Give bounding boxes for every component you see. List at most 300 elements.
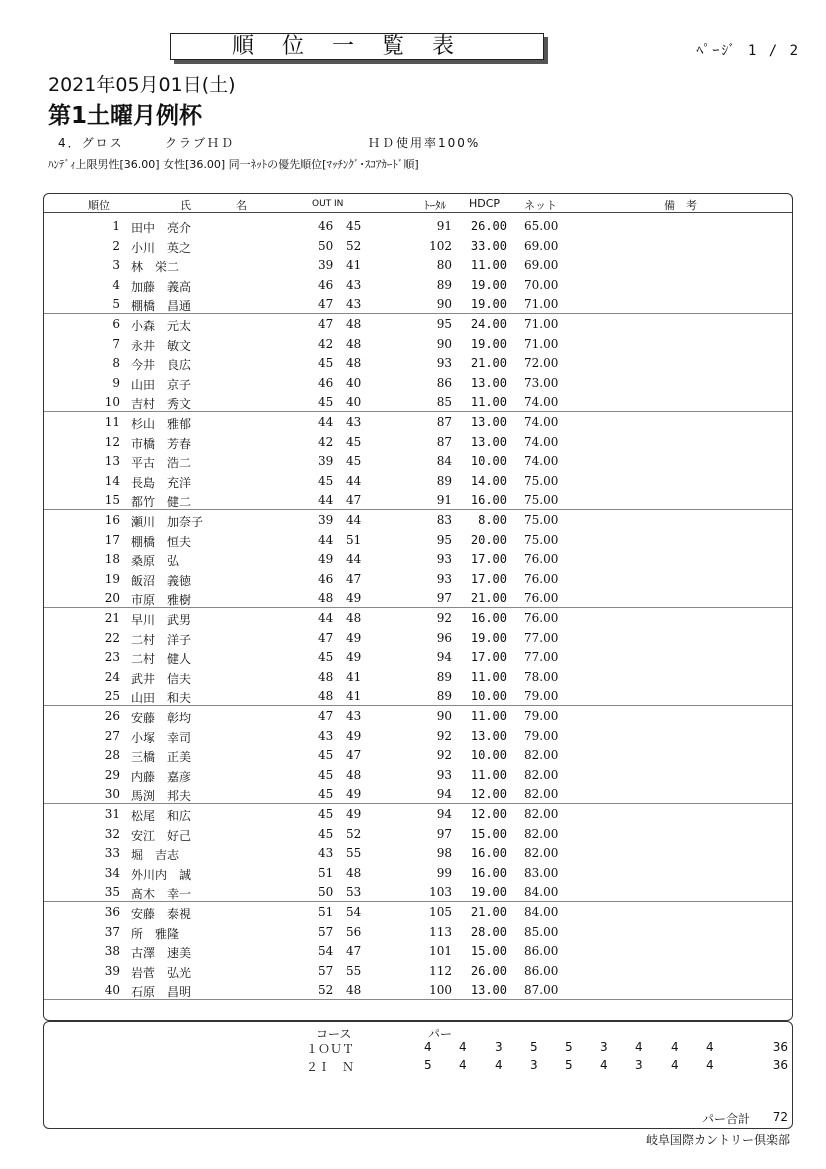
out-par-hole-6: 3 (600, 1040, 608, 1054)
total-cell: 95 (436, 532, 452, 547)
hdcp-cell: 11.00 (470, 669, 507, 684)
hdcp-cell: 20.00 (470, 532, 507, 547)
net-cell: 70.00 (524, 277, 559, 292)
rank-cell: 1 (112, 219, 120, 233)
out-par-total: 36 (772, 1040, 788, 1054)
net-cell: 77.00 (524, 630, 559, 645)
out-score-cell: 50 (318, 238, 334, 253)
out-score-cell: 45 (318, 826, 334, 841)
net-cell: 84.00 (524, 885, 559, 900)
name-cell: 飯沼 義徳 (131, 573, 192, 588)
total-cell: 101 (429, 944, 452, 959)
out-par-hole-9: 4 (706, 1040, 714, 1054)
hdcp-cell: 8.00 (478, 513, 507, 527)
total-cell: 89 (436, 277, 452, 292)
name-cell: 棚橋 恒夫 (131, 534, 192, 549)
in-score-cell: 45 (346, 219, 362, 233)
table-row (44, 353, 792, 373)
in-score-cell: 55 (346, 846, 362, 861)
in-score-cell: 48 (346, 865, 362, 880)
table-row (44, 412, 792, 432)
in-score-cell: 48 (346, 317, 362, 331)
in-par-hole-4: 3 (530, 1058, 538, 1072)
col-hdcp: HDCP (469, 197, 501, 210)
rank-cell: 38 (104, 944, 120, 959)
hdcp-cell: 16.00 (470, 493, 507, 508)
col-name-given: 名 (236, 199, 247, 212)
out-score-cell: 48 (318, 669, 334, 684)
rank-cell: 20 (104, 591, 120, 606)
name-cell: 早川 武男 (131, 613, 192, 627)
name-cell: 瀬川 加奈子 (131, 515, 204, 529)
name-cell: 市原 雅樹 (131, 593, 192, 608)
hdcp-cell: 15.00 (470, 944, 507, 959)
net-cell: 76.00 (524, 611, 559, 625)
rank-cell: 24 (104, 669, 120, 684)
total-cell: 85 (436, 395, 452, 410)
course-par-table (43, 1021, 793, 1129)
event-date: 2021年05月01日(土) (48, 74, 236, 96)
hdcp-cell: 17.00 (470, 650, 507, 665)
out-score-cell: 45 (318, 767, 334, 782)
out-score-cell: 51 (318, 865, 334, 880)
rank-cell: 21 (104, 611, 120, 625)
name-cell: 所 雅隆 (131, 926, 180, 941)
in-score-cell: 47 (346, 493, 362, 508)
total-cell: 94 (436, 807, 452, 821)
in-score-cell: 49 (346, 591, 362, 606)
table-row (44, 765, 792, 785)
net-cell: 79.00 (524, 689, 559, 704)
category-label: 4．グロス (58, 136, 124, 150)
table-row (44, 549, 792, 569)
in-score-cell: 48 (346, 336, 362, 351)
out-score-cell: 47 (318, 709, 334, 723)
total-cell: 92 (436, 728, 452, 743)
net-cell: 71.00 (524, 297, 559, 312)
table-row (44, 373, 792, 393)
table-row (44, 667, 792, 687)
total-cell: 102 (429, 238, 452, 253)
name-cell: 小川 英之 (131, 240, 192, 255)
out-score-cell: 44 (318, 611, 334, 625)
total-cell: 89 (436, 689, 452, 704)
col-notes: 備 考 (664, 199, 697, 212)
out-score-cell: 43 (318, 728, 334, 743)
net-cell: 82.00 (524, 748, 559, 763)
in-score-cell: 41 (346, 669, 362, 684)
total-cell: 89 (436, 669, 452, 684)
total-cell: 94 (436, 787, 452, 802)
net-cell: 77.00 (524, 650, 559, 665)
name-cell: 安藤 彰均 (131, 711, 192, 725)
course-label: コース (316, 1027, 352, 1041)
name-cell: 小塚 幸司 (131, 730, 192, 745)
hdcp-cell: 21.00 (470, 356, 507, 371)
table-row (44, 745, 792, 765)
total-cell: 103 (429, 885, 452, 900)
total-cell: 113 (429, 924, 452, 939)
name-cell: 髙木 幸一 (131, 887, 192, 902)
col-outin: OUT IN (312, 199, 344, 209)
out-par-hole-4: 5 (530, 1040, 538, 1054)
out-score-cell: 50 (318, 885, 334, 900)
rank-cell: 10 (104, 395, 120, 410)
rank-cell: 18 (104, 552, 120, 567)
hdcp-cell: 13.00 (470, 415, 507, 429)
net-cell: 76.00 (524, 571, 559, 586)
out-score-cell: 57 (318, 963, 334, 978)
net-cell: 85.00 (524, 924, 559, 939)
in-par-hole-5: 5 (565, 1058, 573, 1072)
net-cell: 71.00 (524, 336, 559, 351)
table-row (44, 294, 792, 314)
table-row (44, 216, 792, 236)
table-row (44, 530, 792, 550)
name-cell: 吉村 秀文 (131, 397, 192, 412)
in-score-cell: 49 (346, 728, 362, 743)
rank-cell: 27 (104, 728, 120, 743)
ranking-table (43, 193, 793, 1021)
table-row (44, 392, 792, 412)
net-cell: 76.00 (524, 552, 559, 567)
total-cell: 93 (436, 767, 452, 782)
hdcp-cell: 10.00 (470, 454, 507, 469)
out-score-cell: 52 (318, 983, 334, 998)
col-name-family: 氏 (180, 199, 191, 212)
in-score-cell: 44 (346, 473, 362, 488)
hdcp-cell: 26.00 (470, 219, 507, 233)
total-cell: 95 (436, 317, 452, 331)
rank-cell: 36 (104, 905, 120, 919)
out-score-cell: 45 (318, 356, 334, 371)
rank-cell: 17 (104, 532, 120, 547)
hdcp-cell: 21.00 (470, 591, 507, 606)
name-cell: 市橋 芳春 (131, 436, 192, 451)
name-cell: 加藤 義高 (131, 279, 192, 294)
hdcp-cell: 24.00 (470, 317, 507, 331)
rank-cell: 3 (112, 258, 120, 273)
out-score-cell: 57 (318, 924, 334, 939)
hdcp-cell: 13.00 (470, 434, 507, 449)
in-par-hole-1: 5 (424, 1058, 432, 1072)
net-cell: 73.00 (524, 375, 559, 390)
out-par-hole-8: 4 (671, 1040, 679, 1054)
name-cell: 桑原 弘 (131, 554, 180, 569)
name-cell: 三橋 正美 (131, 750, 192, 765)
rank-cell: 7 (112, 336, 120, 351)
net-cell: 79.00 (524, 728, 559, 743)
in-par-hole-6: 4 (600, 1058, 608, 1072)
hdcp-cell: 15.00 (470, 826, 507, 841)
in-score-cell: 52 (346, 238, 362, 253)
rank-cell: 34 (104, 865, 120, 880)
hdcp-cell: 19.00 (470, 336, 507, 351)
table-row (44, 686, 792, 706)
total-cell: 90 (436, 297, 452, 312)
rank-cell: 29 (104, 767, 120, 782)
in-score-cell: 52 (346, 826, 362, 841)
out-score-cell: 45 (318, 650, 334, 665)
name-cell: 松尾 和広 (131, 809, 192, 823)
in-score-cell: 56 (346, 924, 362, 939)
table-row (44, 275, 792, 295)
net-cell: 74.00 (524, 434, 559, 449)
rank-cell: 8 (112, 356, 120, 371)
group-divider (44, 999, 792, 1000)
table-row (44, 824, 792, 844)
net-cell: 75.00 (524, 532, 559, 547)
net-cell: 86.00 (524, 944, 559, 959)
total-cell: 100 (429, 983, 452, 998)
hdcp-cell: 13.00 (470, 375, 507, 390)
name-cell: 外川内 誠 (131, 867, 192, 882)
table-row (44, 334, 792, 354)
par-label: パー (428, 1027, 453, 1041)
out-score-cell: 39 (318, 454, 334, 469)
table-row (44, 471, 792, 491)
total-cell: 93 (436, 571, 452, 586)
rank-cell: 22 (104, 630, 120, 645)
hdcp-cell: 17.00 (470, 552, 507, 567)
rank-cell: 19 (104, 571, 120, 586)
rank-cell: 15 (104, 493, 120, 508)
name-cell: 都竹 健二 (131, 495, 192, 510)
rank-cell: 28 (104, 748, 120, 763)
in-score-cell: 40 (346, 375, 362, 390)
out-score-cell: 43 (318, 846, 334, 861)
hdcp-cell: 13.00 (470, 983, 507, 998)
in-score-cell: 45 (346, 454, 362, 469)
out-score-cell: 44 (318, 493, 334, 508)
name-cell: 山田 和夫 (131, 691, 192, 706)
out-score-cell: 46 (318, 277, 334, 292)
out-score-cell: 54 (318, 944, 334, 959)
hdcp-cell: 19.00 (470, 885, 507, 900)
out-par-hole-1: 4 (424, 1040, 432, 1054)
net-cell: 74.00 (524, 454, 559, 469)
out-par-hole-5: 5 (565, 1040, 573, 1054)
in-score-cell: 49 (346, 630, 362, 645)
name-cell: 内藤 嘉彦 (131, 769, 192, 784)
out-score-cell: 39 (318, 258, 334, 273)
table-row (44, 804, 792, 824)
table-row (44, 490, 792, 510)
name-cell: 杉山 雅郁 (131, 417, 192, 431)
net-cell: 69.00 (524, 258, 559, 273)
in-label: ２Ｉ Ｎ (306, 1060, 355, 1074)
col-total: ﾄｰﾀﾙ (424, 199, 446, 212)
col-net: ネット (524, 199, 557, 212)
total-cell: 91 (436, 219, 452, 233)
total-cell: 99 (436, 865, 452, 880)
out-score-cell: 44 (318, 532, 334, 547)
name-cell: 平古 浩二 (131, 456, 192, 471)
net-cell: 75.00 (524, 473, 559, 488)
net-cell: 79.00 (524, 709, 559, 723)
hdcp-cell: 11.00 (470, 767, 507, 782)
total-cell: 89 (436, 473, 452, 488)
table-row (44, 647, 792, 667)
out-score-cell: 39 (318, 513, 334, 527)
table-row (44, 706, 792, 726)
name-cell: 安江 好己 (131, 828, 192, 843)
table-row (44, 726, 792, 746)
total-cell: 87 (436, 415, 452, 429)
name-cell: 武井 信夫 (131, 671, 192, 686)
in-score-cell: 43 (346, 415, 362, 429)
total-cell: 105 (429, 905, 452, 919)
name-cell: 棚橋 昌通 (131, 299, 192, 314)
total-cell: 91 (436, 493, 452, 508)
table-row (44, 902, 792, 922)
in-score-cell: 43 (346, 709, 362, 723)
out-label: １ＯＵＴ (306, 1042, 355, 1056)
total-cell: 83 (436, 513, 452, 527)
out-score-cell: 47 (318, 317, 334, 331)
hdcp-cell: 10.00 (470, 748, 507, 763)
net-cell: 82.00 (524, 787, 559, 802)
table-row (44, 922, 792, 942)
hdcp-cell: 26.00 (470, 963, 507, 978)
rank-cell: 2 (112, 238, 120, 253)
total-cell: 93 (436, 356, 452, 371)
in-score-cell: 49 (346, 807, 362, 821)
hdcp-cell: 16.00 (470, 611, 507, 625)
in-par-hole-7: 3 (635, 1058, 643, 1072)
hdcp-cell: 11.00 (470, 395, 507, 410)
total-cell: 87 (436, 434, 452, 449)
out-score-cell: 42 (318, 336, 334, 351)
table-row (44, 941, 792, 961)
out-score-cell: 51 (318, 905, 334, 919)
table-row (44, 628, 792, 648)
table-row (44, 451, 792, 471)
hdcp-cell: 10.00 (470, 689, 507, 704)
in-par-hole-3: 4 (495, 1058, 503, 1072)
hdcp-cell: 33.00 (470, 238, 507, 253)
total-cell: 98 (436, 846, 452, 861)
total-cell: 112 (429, 963, 452, 978)
net-cell: 71.00 (524, 317, 559, 331)
in-score-cell: 48 (346, 983, 362, 998)
hdcp-cell: 11.00 (470, 709, 507, 723)
in-score-cell: 47 (346, 571, 362, 586)
net-cell: 69.00 (524, 238, 559, 253)
net-cell: 76.00 (524, 591, 559, 606)
total-cell: 96 (436, 630, 452, 645)
out-score-cell: 44 (318, 415, 334, 429)
table-row (44, 432, 792, 452)
rank-cell: 26 (104, 709, 120, 723)
net-cell: 83.00 (524, 865, 559, 880)
in-score-cell: 55 (346, 963, 362, 978)
in-score-cell: 43 (346, 297, 362, 312)
rank-cell: 12 (104, 434, 120, 449)
out-score-cell: 48 (318, 689, 334, 704)
in-par-total: 36 (772, 1058, 788, 1072)
club-name: 岐阜国際カントリー倶楽部 (645, 1133, 790, 1147)
name-cell: 長島 充洋 (131, 475, 192, 490)
table-header (44, 194, 792, 213)
total-cell: 93 (436, 552, 452, 567)
net-cell: 75.00 (524, 493, 559, 508)
net-cell: 84.00 (524, 905, 559, 919)
name-cell: 今井 良広 (131, 358, 192, 373)
name-cell: 古澤 速美 (131, 946, 192, 961)
out-score-cell: 45 (318, 395, 334, 410)
rank-cell: 31 (104, 807, 120, 821)
name-cell: 林 栄二 (131, 260, 180, 275)
name-cell: 田中 亮介 (131, 221, 192, 235)
in-score-cell: 41 (346, 258, 362, 273)
hdcp-cell: 14.00 (470, 473, 507, 488)
out-score-cell: 46 (318, 571, 334, 586)
hdcp-cell: 19.00 (470, 297, 507, 312)
out-score-cell: 45 (318, 473, 334, 488)
hdcp-cell: 28.00 (470, 924, 507, 939)
table-row (44, 314, 792, 334)
total-cell: 94 (436, 650, 452, 665)
par-total-label: パー合計 (701, 1112, 750, 1126)
out-score-cell: 47 (318, 297, 334, 312)
table-row (44, 236, 792, 256)
rank-cell: 6 (112, 317, 120, 331)
in-score-cell: 53 (346, 885, 362, 900)
net-cell: 74.00 (524, 415, 559, 429)
page-number: ﾍﾟｰｼﾞ 1 / 2 (696, 43, 800, 59)
table-row (44, 961, 792, 981)
name-cell: 馬渕 邦夫 (131, 789, 192, 804)
hdcp-cell: 13.00 (470, 728, 507, 743)
in-score-cell: 45 (346, 434, 362, 449)
total-cell: 90 (436, 336, 452, 351)
table-row (44, 980, 792, 1000)
in-score-cell: 48 (346, 611, 362, 625)
rank-cell: 39 (104, 963, 120, 978)
table-row (44, 843, 792, 863)
hdcp-cell: 19.00 (470, 277, 507, 292)
rank-cell: 33 (104, 846, 120, 861)
total-cell: 97 (436, 826, 452, 841)
hdcp-cell: 21.00 (470, 905, 507, 919)
out-score-cell: 47 (318, 630, 334, 645)
in-score-cell: 51 (346, 532, 362, 547)
name-cell: 堀 吉志 (131, 848, 180, 863)
table-row (44, 588, 792, 608)
out-score-cell: 49 (318, 552, 334, 567)
hd-rate-label: ＨＤ使用率100% (368, 136, 481, 150)
name-cell: 永井 敏文 (131, 338, 192, 353)
table-row (44, 510, 792, 530)
out-par-hole-3: 3 (495, 1040, 503, 1054)
in-score-cell: 49 (346, 650, 362, 665)
hdcp-cell: 16.00 (470, 846, 507, 861)
total-cell: 80 (436, 258, 452, 273)
in-score-cell: 43 (346, 277, 362, 292)
in-score-cell: 49 (346, 787, 362, 802)
event-name: 第1土曜月例杯 (48, 103, 203, 129)
par-total: 72 (772, 1110, 788, 1124)
net-cell: 72.00 (524, 356, 559, 371)
hdcp-cell: 16.00 (470, 865, 507, 880)
rank-cell: 4 (112, 277, 120, 292)
hdcp-cell: 17.00 (470, 571, 507, 586)
out-score-cell: 42 (318, 434, 334, 449)
rank-cell: 16 (104, 513, 120, 527)
out-score-cell: 45 (318, 748, 334, 763)
hdcp-cell: 12.00 (470, 787, 507, 802)
